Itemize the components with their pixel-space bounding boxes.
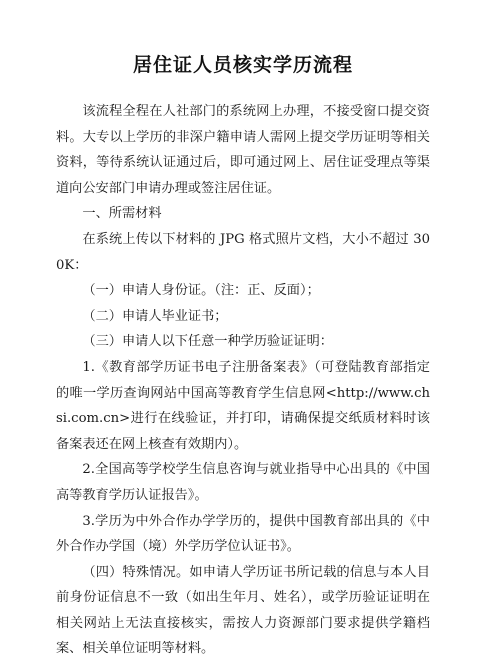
intro-paragraph: 该流程全程在人社部门的系统网上办理，不接受窗口提交资料。大专以上学历的非深户籍申请人需网上提交学历证明等相关资料，等待系统认证通过后，即可通过网上、居住证受理点等渠道向公安部门申请办理或签注居住证。 bbox=[56, 104, 430, 196]
sub-item-foreign-degree: 3.学历为中外合作办学学历的，提供中国教育部出具的《中外合作办学国（境）外学历学位认证书》。 bbox=[56, 513, 430, 555]
item-verification: （三）申请人以下任意一种学历验证证明： bbox=[82, 334, 333, 350]
sub-item-registration-form: 1.《教育部学历证书电子注册备案表》（可登陆教育部指定的唯一学历查询网站中国高等教育学生信息网<http://www.chsi.com.cn>进行在线验证，并打印，请确保提交纸质材料时该备案表还在网上核查有效期内）。 bbox=[56, 359, 430, 452]
upload-note-paragraph: 在系统上传以下材料的 JPG 格式照片文档，大小不超过 300K： bbox=[56, 231, 430, 273]
section-heading-materials: 一、所需材料 bbox=[82, 206, 162, 222]
item-id-card: （一）申请人身份证。（注：正、反面）； bbox=[82, 283, 320, 299]
item-special-cases: （四）特殊情况。如申请人学历证书所记载的信息与本人目前身份证信息不一致（如出生年月、姓名），或学历验证证明在相关网站上无法直接核实，需按人力资源部门要求提供学籍档案、相关单位证明等材料。 bbox=[56, 564, 430, 657]
item-diploma: （二）申请人毕业证书； bbox=[82, 308, 228, 324]
document-title: 居住证人员核实学历流程 bbox=[132, 54, 353, 76]
sub-item-certification-report: 2.全国高等学校学生信息咨询与就业指导中心出具的《中国高等教育学历认证报告》。 bbox=[56, 462, 430, 503]
